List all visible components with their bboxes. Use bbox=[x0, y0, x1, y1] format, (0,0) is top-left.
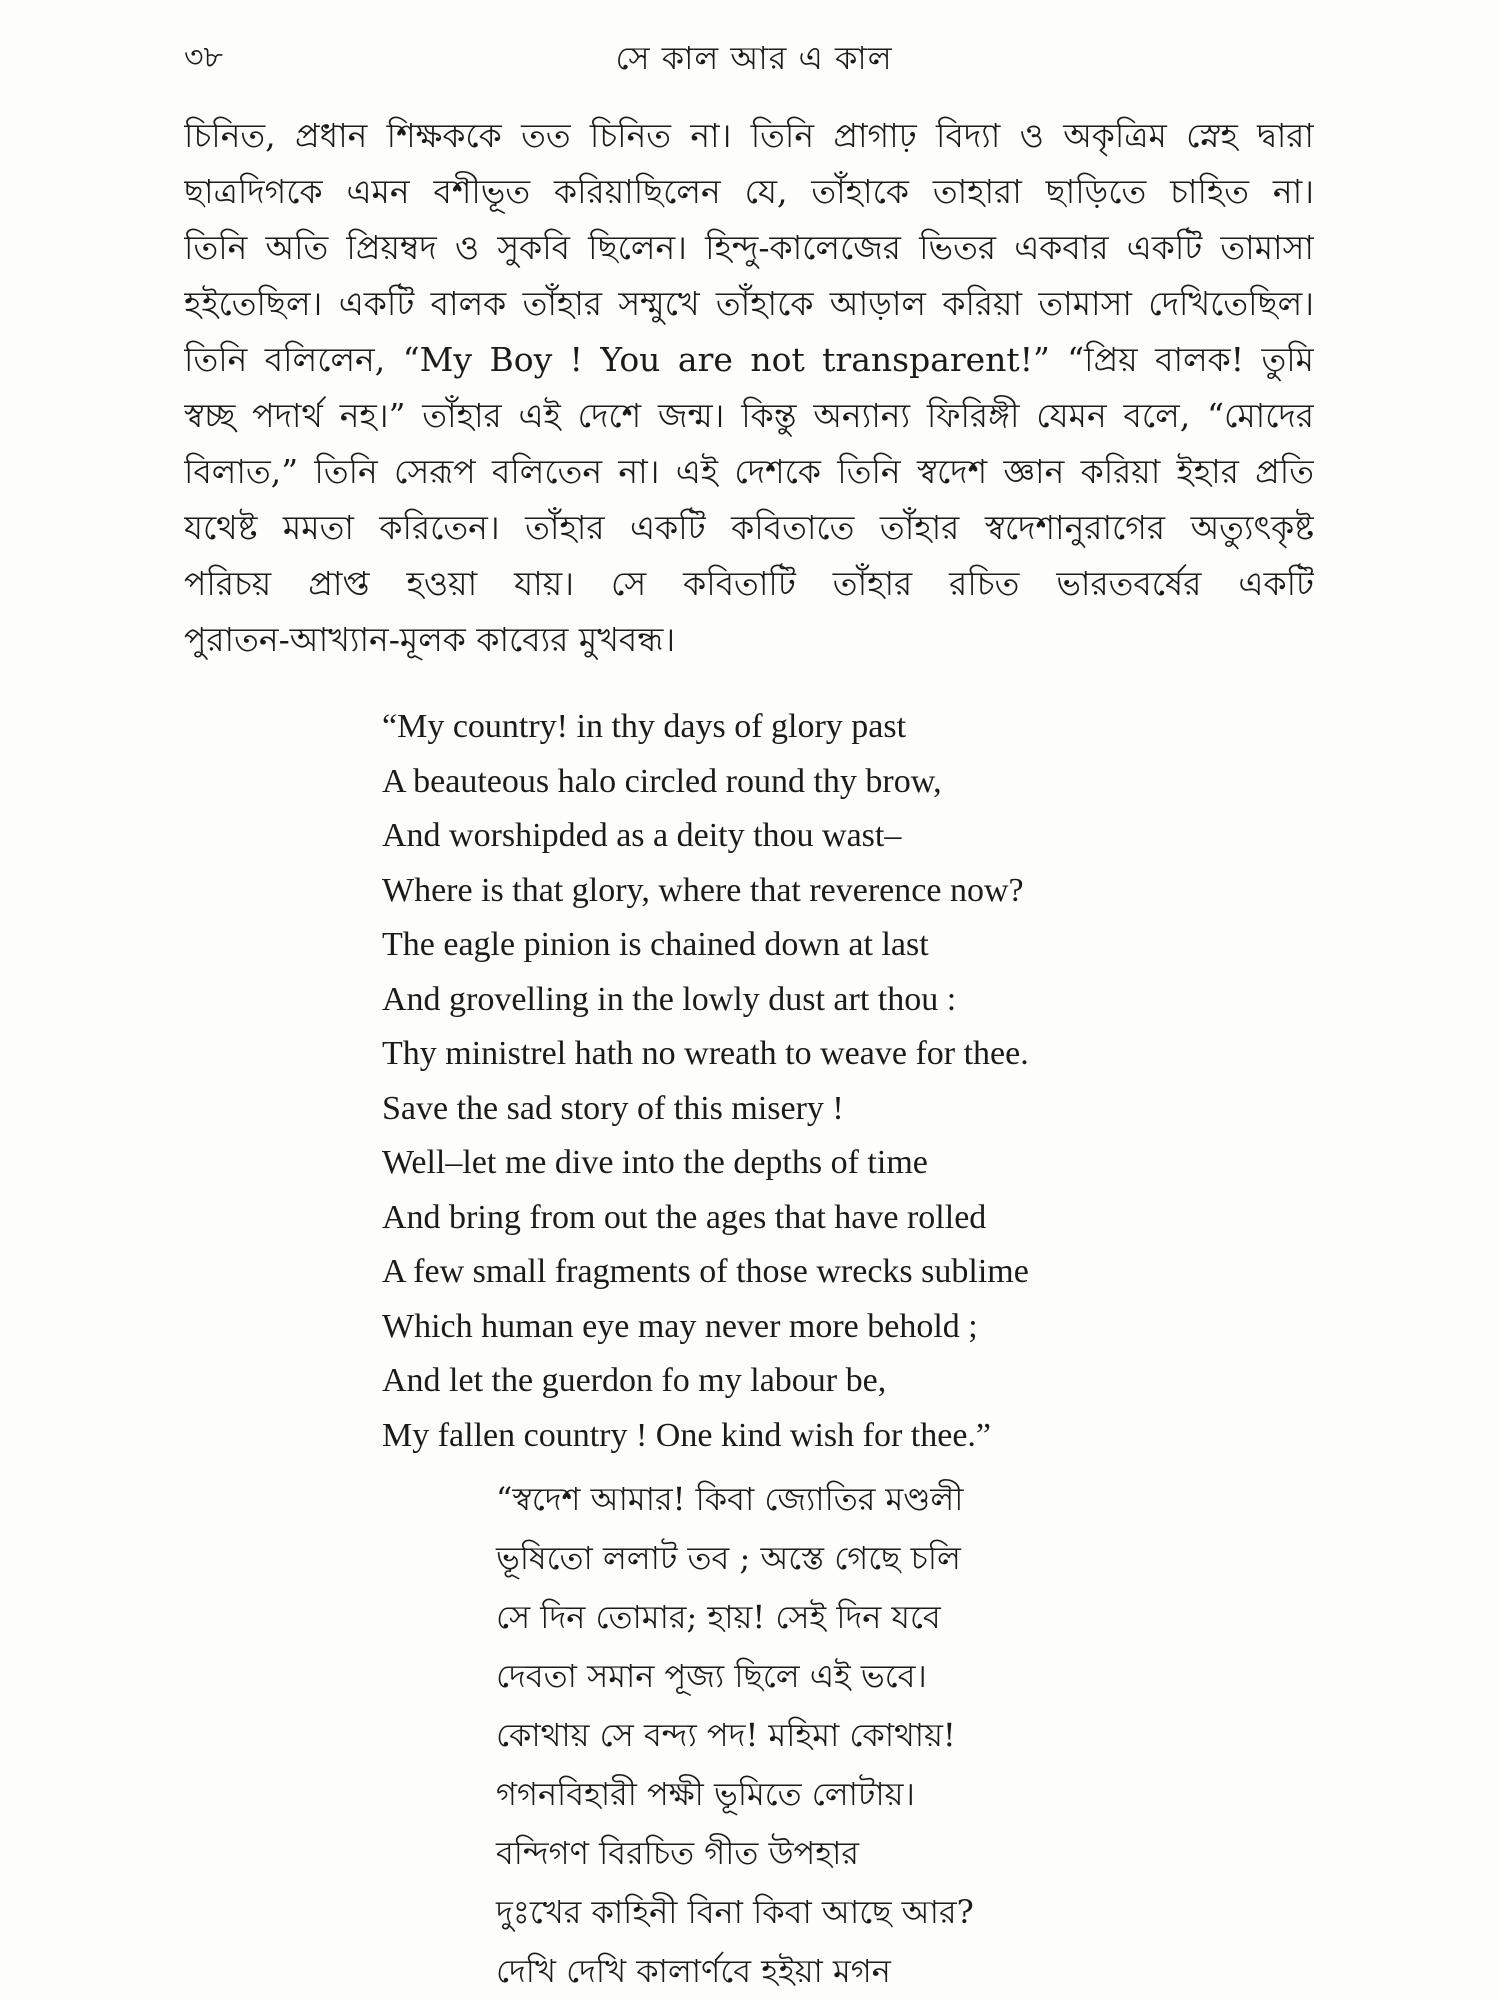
english-poem bbox=[382, 700, 1242, 1463]
english-poem-line: Save the sad story of this misery ! bbox=[382, 1089, 844, 1127]
bengali-poem-line: কোথায় সে বন্দ্য পদ! মহিমা কোথায়! bbox=[496, 1716, 956, 1754]
english-poem-line: And bring from out the ages that have rolled bbox=[382, 1198, 987, 1236]
bengali-poem-line: দুঃখের কাহিনী বিনা কিবা আছে আর? bbox=[496, 1893, 974, 1931]
english-poem-line: A few small fragments of those wrecks sublime bbox=[382, 1253, 1029, 1290]
english-poem-line: My fallen country ! One kind wish for thee.” bbox=[382, 1416, 991, 1454]
page-header bbox=[184, 38, 1314, 82]
prose-line: চিনিত, প্রধান শিক্ষককে তত চিনিত না। তিনি প্রাগাঢ় বিদ্যা ও অকৃত্রিম স্নেহ দ্বারা bbox=[184, 116, 1314, 155]
english-poem-line: Which human eye may never more behold ; bbox=[382, 1307, 978, 1345]
bengali-poem-line: গগনবিহারী পক্ষী ভূমিতে লোটায়। bbox=[496, 1775, 915, 1813]
prose-line: তিনি অতি প্রিয়ম্বদ ও সুকবি ছিলেন। হিন্দু-কালেজের ভিতর একবার একটি তামাসা bbox=[184, 228, 1314, 267]
english-poem-line: And let the guerdon fo my labour be, bbox=[382, 1362, 887, 1399]
bengali-poem-line: দেবতা সমান পূজ্য ছিলে এই ভবে। bbox=[496, 1657, 927, 1695]
bengali-poem bbox=[496, 1470, 1196, 2001]
bengali-poem-line: সে দিন তোমার; হায়! সেই দিন যবে bbox=[496, 1598, 941, 1636]
prose-line: যথেষ্ট মমতা করিতেন। তাঁহার একটি কবিতাতে তাঁহার স্বদেশানুরাগের অত্যুৎকৃষ্ট bbox=[184, 508, 1314, 547]
prose-line: বিলাত,” তিনি সেরূপ বলিতেন না। এই দেশকে তিনি স্বদেশ জ্ঞান করিয়া ইহার প্রতি bbox=[184, 452, 1314, 491]
page-number: ৩৮ bbox=[184, 40, 223, 75]
prose-line: তিনি বলিলেন, “My Boy ! You are not transparent!” “প্রিয় বালক! তুমি bbox=[184, 340, 1314, 379]
bengali-poem-line: দেখি দেখি কালার্ণবে হইয়া মগন bbox=[496, 1952, 891, 1990]
prose-line: হইতেছিল। একটি বালক তাঁহার সম্মুখে তাঁহাকে আড়াল করিয়া তামাসা দেখিতেছিল। bbox=[184, 284, 1314, 323]
prose-line: পরিচয় প্রাপ্ত হওয়া যায়। সে কবিতাটি তাঁহার রচিত ভারতবর্ষের একটি bbox=[184, 564, 1314, 603]
english-poem-line: Thy ministrel hath no wreath to weave for thee. bbox=[382, 1035, 1029, 1072]
prose-line: স্বচ্ছ পদার্থ নহ।” তাঁহার এই দেশে জন্ম। কিন্তু অন্যান্য ফিরিঙ্গী যেমন বলে, “মোদের bbox=[184, 396, 1314, 435]
prose-line: ছাত্রদিগকে এমন বশীভূত করিয়াছিলেন যে, তাঁহাকে তাহারা ছাড়িতে চাহিত না। bbox=[184, 172, 1314, 211]
english-poem-line: And worshipded as a deity thou wast– bbox=[382, 817, 902, 854]
english-poem-line: The eagle pinion is chained down at last bbox=[382, 926, 929, 963]
english-poem-line: And grovelling in the lowly dust art thou : bbox=[382, 980, 957, 1018]
english-poem-line: Well–let me dive into the depths of time bbox=[382, 1144, 928, 1181]
prose-paragraph bbox=[184, 108, 1314, 668]
prose-line: পুরাতন-আখ্যান-মূলক কাব্যের মুখবন্ধ। bbox=[184, 620, 676, 659]
running-title: সে কাল আর এ কাল bbox=[615, 39, 893, 77]
bengali-poem-line: “স্বদেশ আমার! কিবা জ্যোতির মণ্ডলী bbox=[496, 1480, 964, 1518]
english-poem-line: A beauteous halo circled round thy brow, bbox=[382, 762, 942, 800]
english-poem-line: Where is that glory, where that reverence now? bbox=[382, 871, 1024, 909]
bengali-poem-line: ভূষিতো ললাট তব ; অস্তে গেছে চলি bbox=[496, 1539, 961, 1577]
english-poem-line: “My country! in thy days of glory past bbox=[382, 708, 907, 745]
bengali-poem-line: বন্দিগণ বিরচিত গীত উপহার bbox=[496, 1834, 859, 1872]
